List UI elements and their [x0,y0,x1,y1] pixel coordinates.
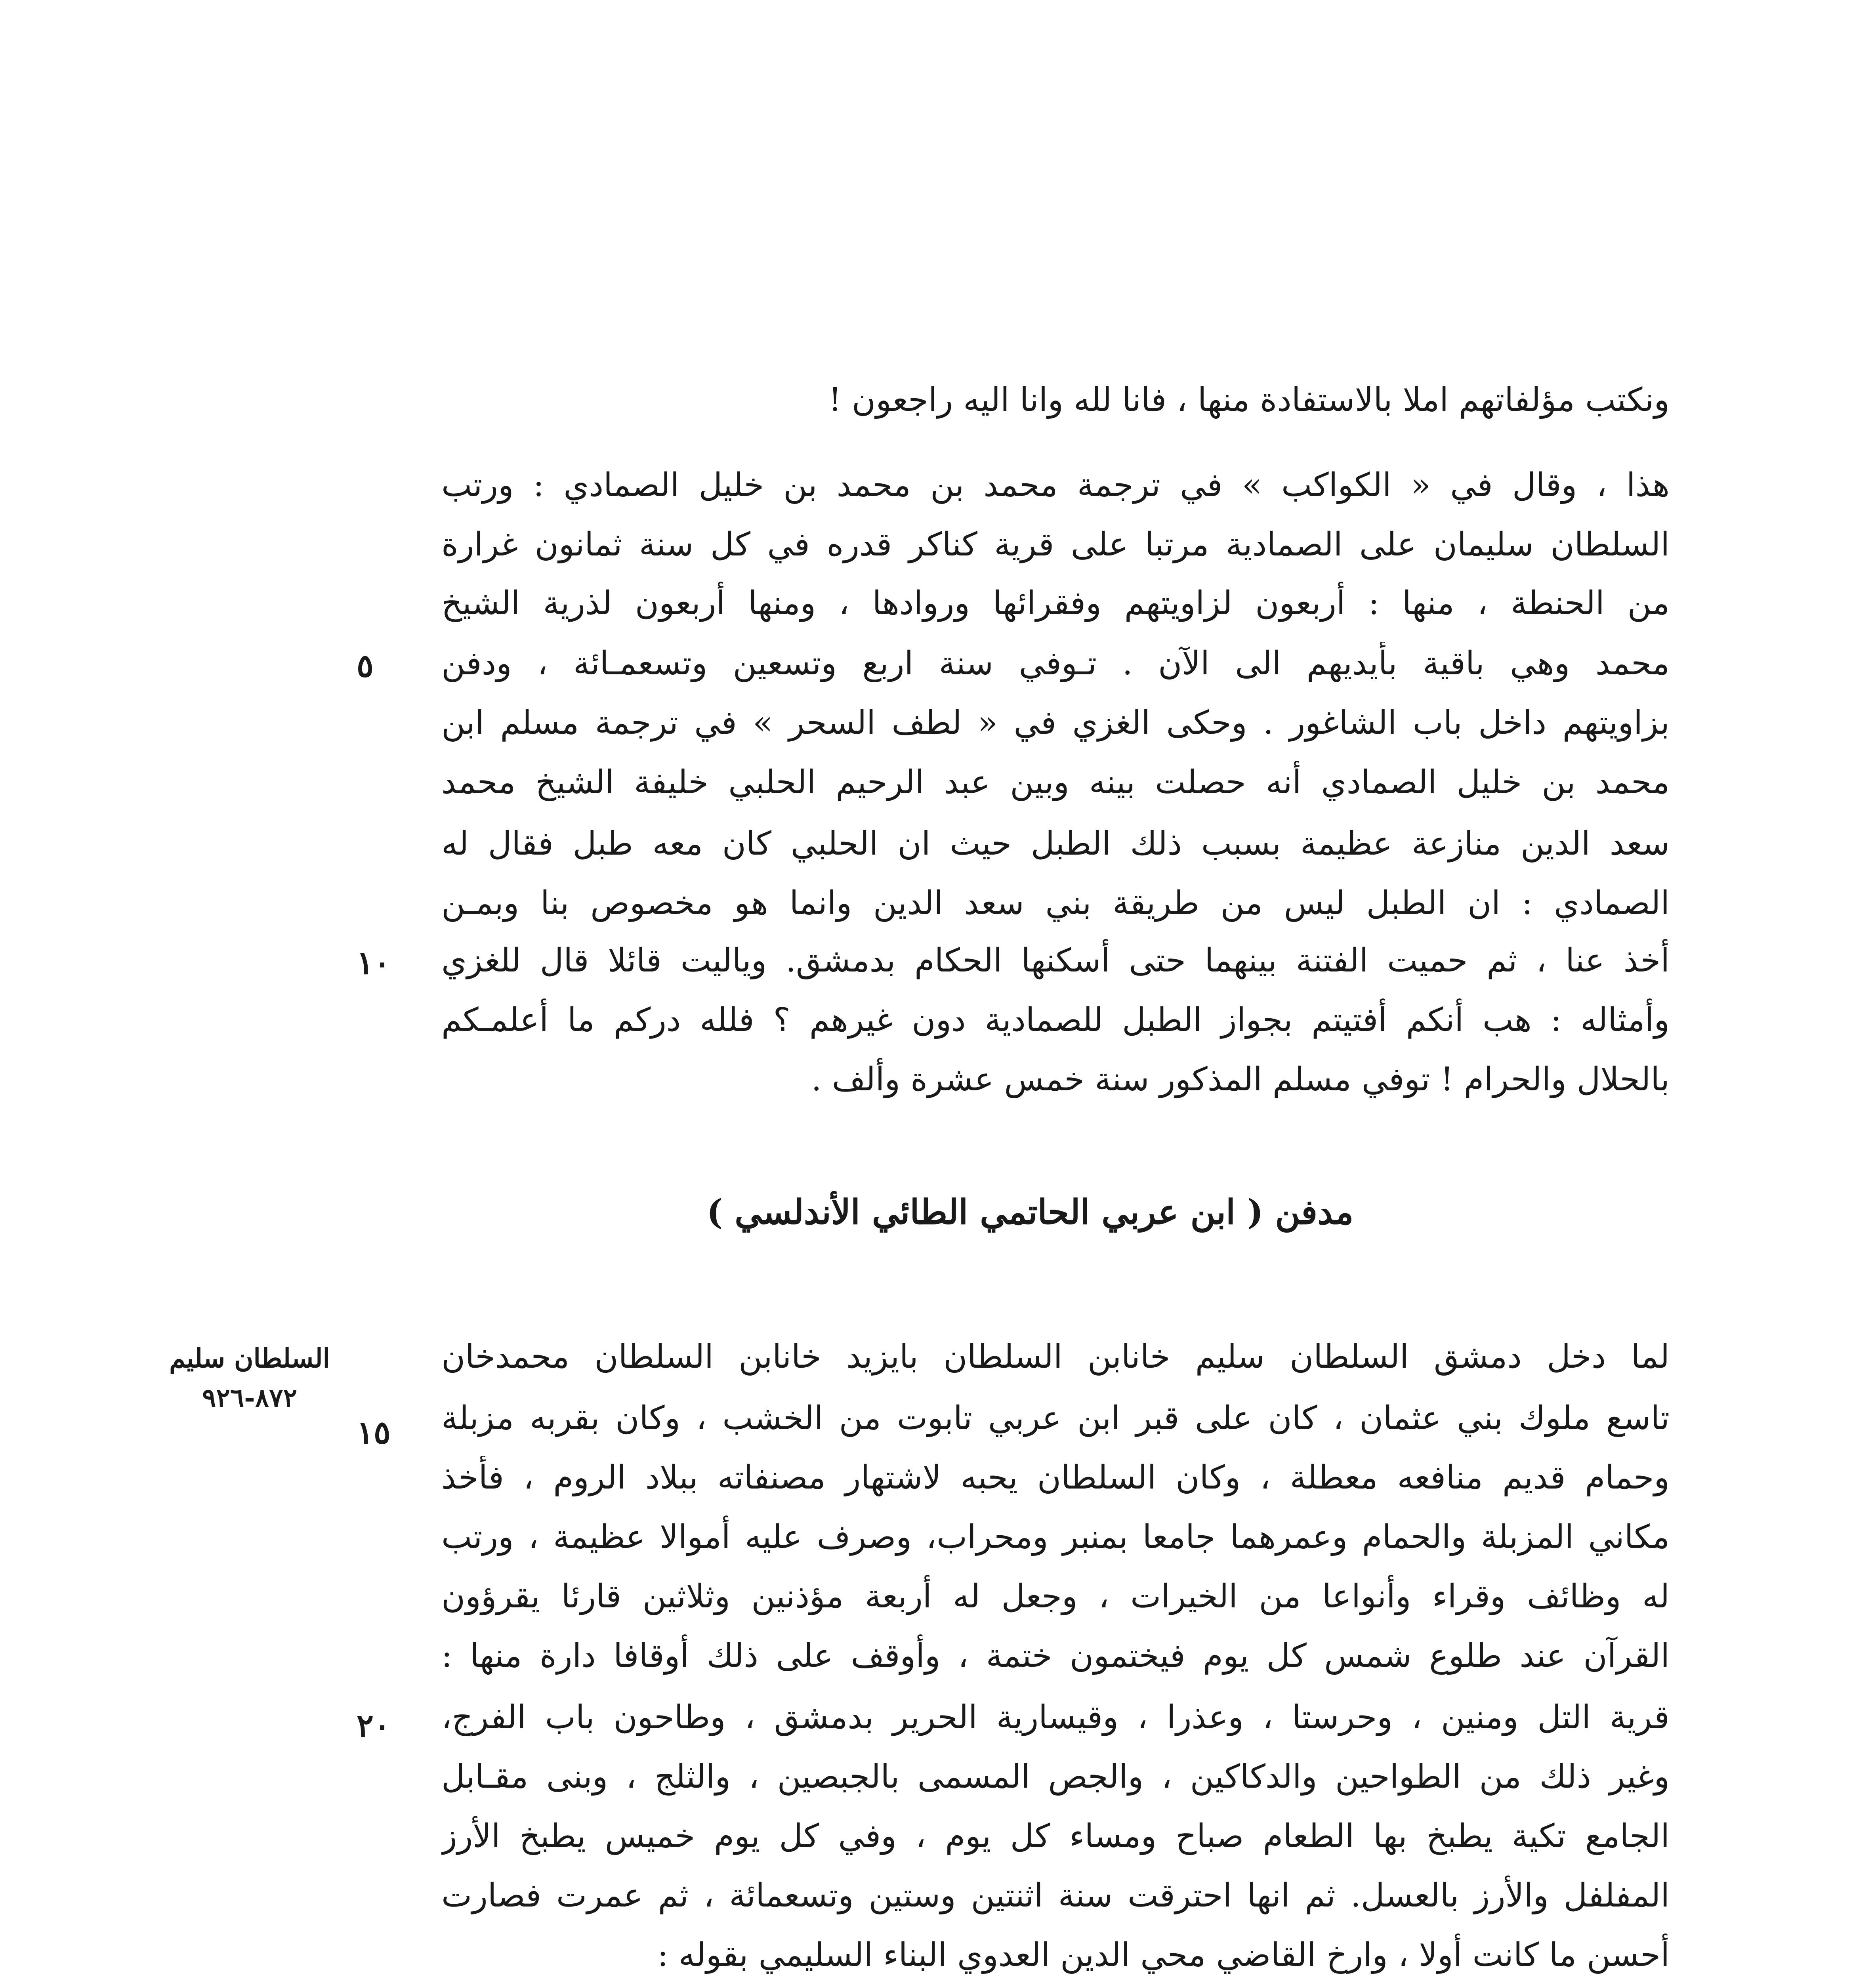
text-line: السلطان سليمان على الصمادية مرتبا على قرية كناكر قدره في كل سنة ثمانون غرارة [441,526,1670,563]
text-line: لما دخل دمشق السلطان سليم خانابن السلطان بايزيد خانابن السلطان محمدخان [441,1338,1670,1376]
text-line: المفلفل والأرز بالعسل. ثم انها احترقت سنة اثنتين وستين وتسعمائة ، ثم عمرت فصارت [441,1877,1670,1914]
line-number: ٢٠ [357,1707,391,1744]
text-line: ونكتب مؤلفاتهم املا بالاستفادة منها ، فانا لله وانا اليه راجعون ! [828,381,1670,419]
margin-note-title: السلطان سليم [169,1343,330,1374]
text-line: مكاني المزبلة والحمام وعمرهما جامعا بمنبر ومحراب، وصرف عليه أموالا عظيمة ، ورتب [441,1518,1670,1556]
text-line: محمد وهي باقية بأيديهم الى الآن . تـوفي سنة اربع وتسعين وتسعمـائة ، ودفن [441,645,1670,682]
text-line: محمد بن خليل الصمادي أنه حصلت بينه وبين عبد الرحيم الحلبي خليفة الشيخ محمد [441,763,1670,801]
text-line: وغير ذلك من الطواحين والدكاكين ، والجص المسمى بالجبصين ، والثلج ، وبنى مقـابل [441,1758,1670,1796]
line-number: ٥ [357,647,374,684]
text-line: أحسن ما كانت أولا ، وارخ القاضي محي الدين العدوي البناء السليمي بقوله : [657,1936,1670,1974]
text-line: تاسع ملوك بني عثمان ، كان على قبر ابن عربي تابوت من الخشب ، وكان بقربه مزبلة [441,1399,1670,1437]
text-line: قرية التل ومنين ، وحرستا ، وعذرا ، وقيسارية الحرير بدمشق ، وطاحون باب الفرج، [441,1699,1670,1736]
text-line: بالحلال والحرام ! توفي مسلم المذكور سنة خمس عشرة وألف . [811,1061,1670,1098]
text-line: هذا ، وقال في « الكواكب » في ترجمة محمد بن محمد بن خليل الصمادي : ورتب [441,466,1670,504]
text-line: وحمام قديم منافعه معطلة ، وكان السلطان يحبه لاشتهار مصنفاته ببلاد الروم ، فأخذ [441,1459,1670,1496]
text-line [441,1117,1670,1161]
line-number: ١٠ [357,944,391,981]
line-number: ١٥ [357,1414,391,1451]
text-line: له وظائف وقراء وأنواعا من الخيرات ، وجعل له أربعة مؤذنين وثلاثين قارئا يقرؤون [441,1578,1670,1615]
text-line: بزاويتهم داخل باب الشاغور . وحكى الغزي في « لطف السحر » في ترجمة مسلم ابن [441,704,1670,742]
text-line: الجامع تكية يطبخ بها الطعام صباح ومساء كل يوم ، وفي كل يوم خميس يطبخ الأرز [441,1817,1670,1855]
text-line: وأمثاله : هب أنكم أفتيتم بجواز الطبل للصمادية دون غيرهم ؟ فلله دركم ما أعلمـكم [441,1001,1670,1039]
text-line: من الحنطة ، منها : أربعون لزاويتهم وفقرائها وروادها ، ومنها أربعون لذرية الشيخ [441,584,1670,622]
text-line: الصمادي : ان الطبل ليس من طريقة بني سعد الدين وانما هو مخصوص بنا وبمـن [441,884,1670,922]
margin-note-years: ٨٧٢-٩٢٦ [202,1382,298,1413]
text-line: القرآن عند طلوع شمس كل يوم فيختمون ختمة ، وأوقف على ذلك أوقافا دارة منها : [441,1637,1670,1675]
text-line: سعد الدين منازعة عظيمة بسبب ذلك الطبل حيث ان الحلبي كان معه طبل فقال له [441,825,1670,863]
section-heading: مدفن ( ابن عربي الحاتمي الطائي الأندلسي ) [706,1192,1354,1232]
text-line: أخذ عنا ، ثم حميت الفتنة بينهما حتى أسكنها الحكام بدمشق. وياليت قائلا قال للغزي [441,942,1670,979]
